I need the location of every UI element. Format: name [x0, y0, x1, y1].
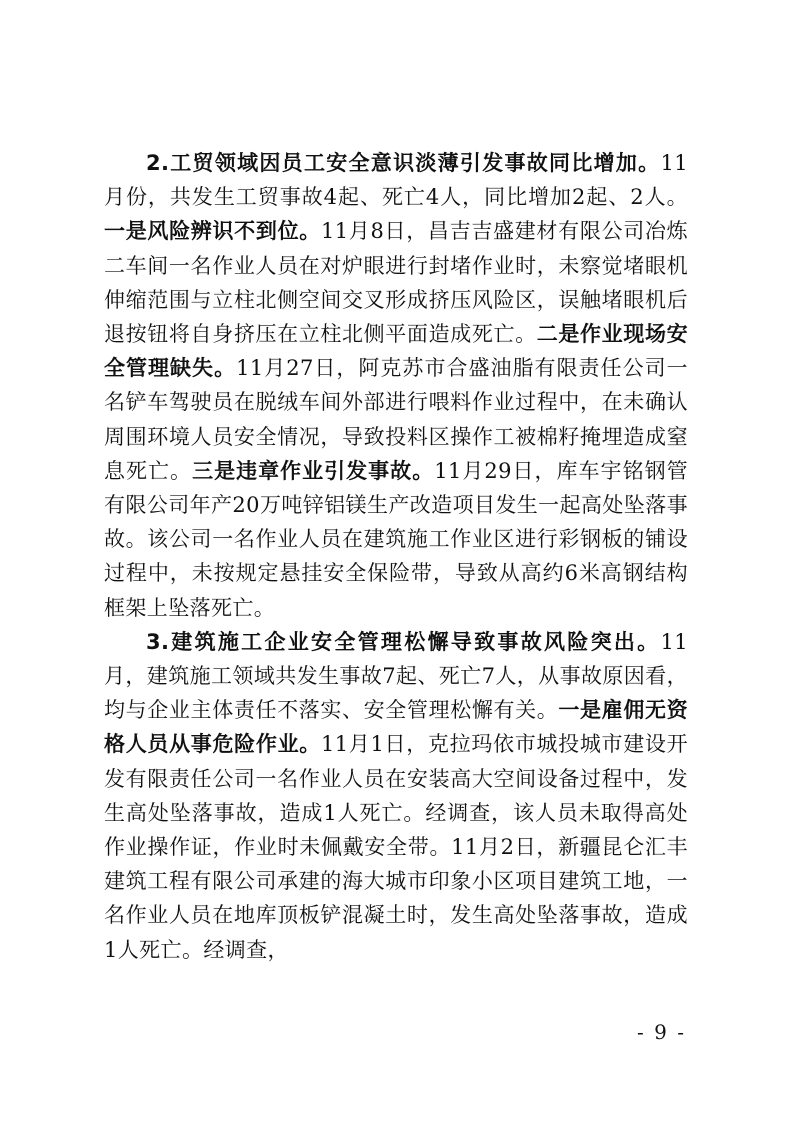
heading-industry-trade: 2.工贸领域因员工安全意识淡薄引发事故同比增加。	[146, 151, 661, 175]
paragraph-text: 11月8日，昌吉吉盛建材有限公司冶炼二车间一名作业人员在对炉眼进行封堵作业时，未察觉堵眼机伸缩范围与立柱北侧空间交叉形成挤压风险区，误触堵眼机后退按钮将自身挤压在立柱北侧平面造成死亡。	[104, 219, 688, 347]
paragraph-text: 11月27日，阿克苏市合盛油脂有限责任公司一名铲车驾驶员在脱绒车间外部进行喂料作业过程中，在未确认周围环境人员安全情况，导致投料区操作工被棉籽掩埋造成窒息死亡。	[104, 356, 688, 483]
page-number: - 9 -	[637, 1020, 686, 1044]
body-text	[104, 146, 688, 967]
paragraph-industry-trade	[104, 146, 688, 625]
point-two-heading: 二是作业现场安全管理缺失。	[104, 322, 688, 381]
paragraph-text: 11月1日，克拉玛依市城投城市建设开发有限责任公司一名作业人员在安装高大空间设备过程中，发生高处坠落事故，造成1人死亡。经调查，该人员未取得高处作业操作证，作业时未佩戴安全带。11月2日，新疆昆仑汇丰建筑工程有限公司承建的海大城市印象小区项目建筑工地，一名作业人员在地库顶板铲混凝土时，发生高处坠落事故，造成1人死亡。经调查，	[104, 732, 688, 962]
point-one-heading: 一是风险辨识不到位。	[104, 219, 321, 244]
paragraph-text: 11月，建筑施工领域共发生事故7起、死亡7人，从事故原因看，均与企业主体责任不落实、安全管理松懈有关。	[104, 629, 688, 723]
point-one-heading: 一是雇佣无资格人员从事危险作业。	[104, 698, 688, 757]
point-three-heading: 三是违章作业引发事故。	[192, 458, 435, 483]
paragraph-text: 11月29日，库车宇铭钢管有限公司年产20万吨锌铝镁生产改造项目发生一起高处坠落事故。该公司一名作业人员在建筑施工作业区进行彩钢板的铺设过程中，未按规定悬挂安全保险带，导致从高约6米高钢结构框架上坠落死亡。	[104, 458, 688, 620]
paragraph-construction	[104, 625, 688, 967]
paragraph-text: 11月份，共发生工贸事故4起、死亡4人，同比增加2起、2人。	[104, 151, 688, 210]
heading-construction: 3.建筑施工企业安全管理松懈导致事故风险突出。	[146, 629, 661, 654]
